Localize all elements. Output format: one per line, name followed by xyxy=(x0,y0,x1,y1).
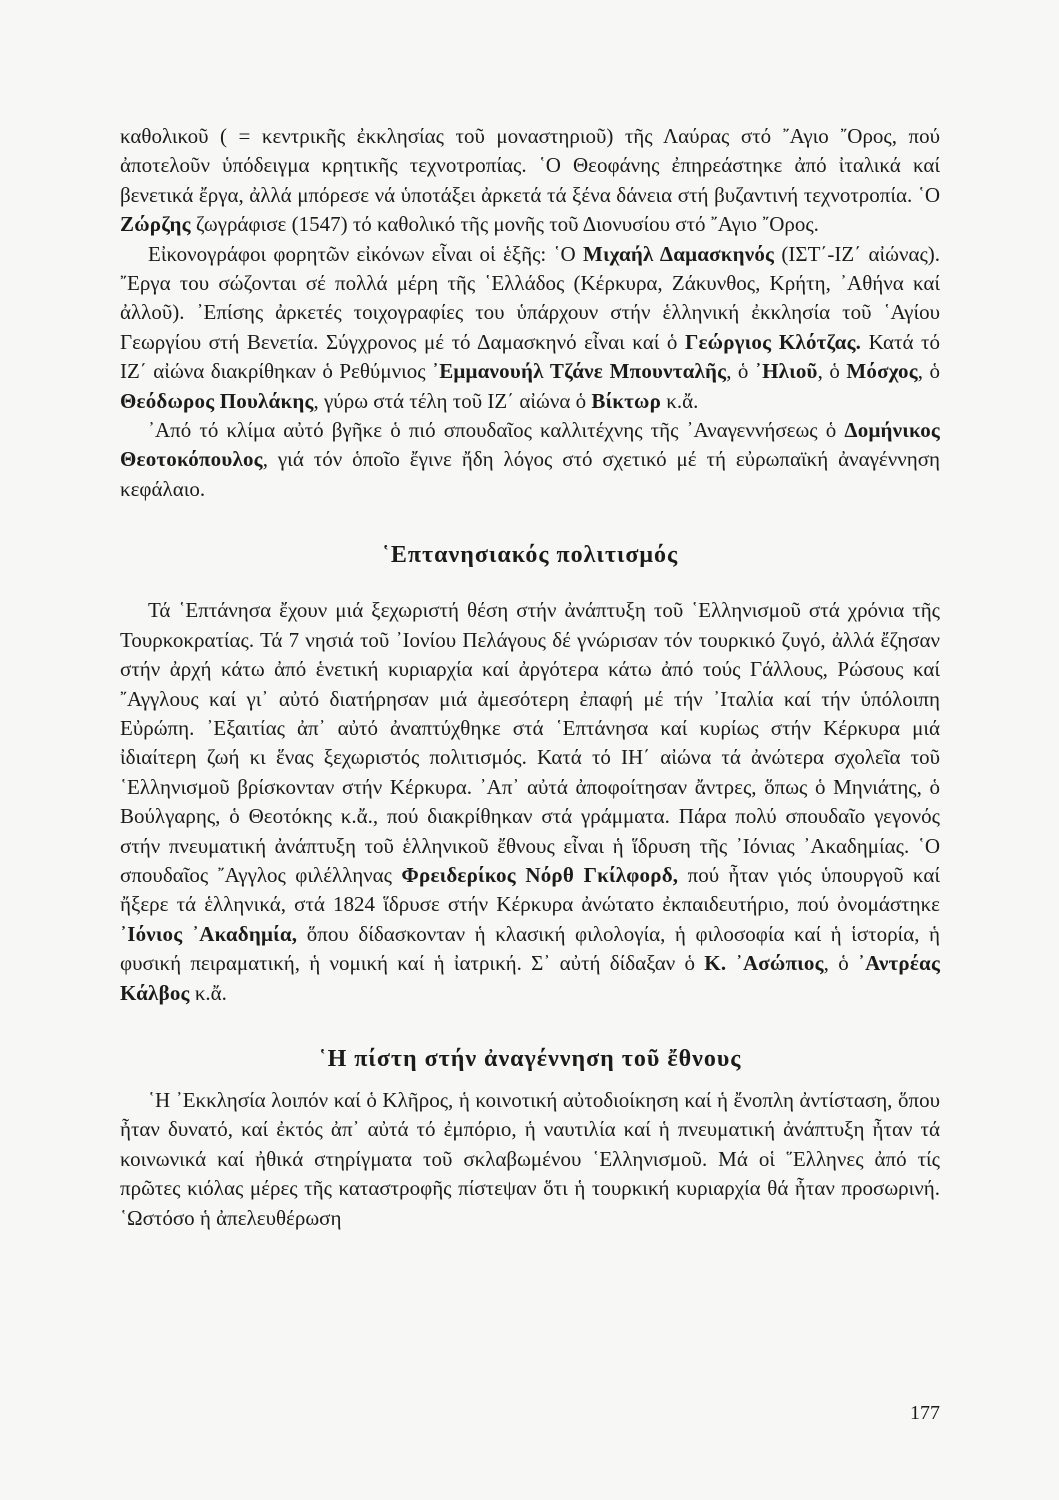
name-poulakis: Θεόδωρος Πουλάκης xyxy=(120,388,314,413)
paragraph-cretan-painters: καθολικοῦ ( = κεντρικῆς ἐκκλησίας τοῦ μοναστηριοῦ) τῆς Λαύρας στό ῎Αγιο ῎Ορος, πού ἀποτελοῦν ὑπόδειγμα κρητικῆς τεχνοτροπίας. ῾Ο Θεοφάνης ἐπηρεάστηκε ἀπό ἰταλικά καί βενετικά ἔργα, ἀλλά μπόρεσε νά ὑποτάξει ἀρκετά τά ξένα δάνεια στή βυζαντινή τεχνοτροπία. ῾Ο Ζώρζης ζωγράφισε (1547) τό καθολικό τῆς μονῆς τοῦ Διονυσίου στό ῎Αγιο ῎Ορος. xyxy=(120,124,940,237)
name-viktor: Βίκτωρ xyxy=(591,388,662,413)
name-guilford: Φρειδερίκος Νόρθ Γκίλφορδ, xyxy=(401,862,679,887)
paragraph-theotokopoulos: ᾿Από τό κλίμα αὐτό βγῆκε ὁ πιό σπουδαῖος καλλιτέχνης τῆς ᾿Αναγεννήσεως ὁ Δομήνικος Θεοτοκόπουλος, γιά τόν ὁποῖο ἔγινε ἤδη λόγος στό σχετικό μέ τή εὐρωπαϊκή ἀναγέννηση κεφάλαιο. xyxy=(120,418,940,501)
paragraph-icon-painters: Εἰκονογράφοι φορητῶν εἰκόνων εἶναι οἱ ἑξῆς: ῾Ο Μιχαήλ Δαμασκηνός (ΙΣΤ΄-ΙΖ΄ αἰώνας). ῎Εργα του σώζονται σέ πολλά μέρη τῆς ῾Ελλάδος (Κέρκυρα, Ζάκυνθος, Κρήτη, ᾿Αθήνα καί ἀλλοῦ). ᾿Επίσης ἀρκετές τοιχογραφίες του ὑπάρχουν στήν ἑλληνική ἐκκλησία τοῦ ῾Αγίου Γεωργίου στή Βενετία. Σύγχρονος μέ τό Δαμασκηνό εἶναι καί ὁ Γεώργιος Κλότζας. Κατά τό ΙΖ΄ αἰώνα διακρίθηκαν ὁ Ρεθύμνιος ᾿Εμμανουήλ Τζάνε Μπουνταλῆς, ὁ ᾿Ηλιοῦ, ὁ Μόσχος, ὁ Θεόδωρος Πουλάκης, γύρω στά τέλη τοῦ ΙΖ΄ αἰώνα ὁ Βίκτωρ κ.ἄ. xyxy=(120,241,941,413)
name-damaskinos: Μιχαήλ Δαμασκηνός xyxy=(582,241,775,266)
name-klotzas: Γεώργιος Κλότζας. xyxy=(684,329,862,354)
section-heading-faith: ῾Η πίστη στήν ἀναγέννηση τοῦ ἔθνους xyxy=(318,1045,742,1072)
name-zorzis: Ζώρζης xyxy=(120,212,191,237)
name-ionian-academy: ᾿Ιόνιος ᾿Ακαδημία, xyxy=(120,921,298,946)
paragraph-faith: ῾Η ᾿Εκκλησία λοιπόν καί ὁ Κλῆρος, ἡ κοινοτική αὐτοδιοίκηση καί ἡ ἔνοπλη ἀντίσταση, ὅπου ἦταν δυνατό, καί ἐκτός ἀπ᾿ αὐτά τό ἐμπόριο, ἡ ναυτιλία καί ἡ πνευματική ἀνάπτυξη ἦταν τά κοινωνικά καί ἠθικά στηρίγματα τοῦ σκλαβωμένου ῾Ελληνισμοῦ. Μά οἱ ῞Ελληνες ἀπό τίς πρῶτες κιόλας μέρες τῆς καταστροφῆς πίστεψαν ὅτι ἡ τουρκική κυριαρχία θά ἦταν προσωρινή. ῾Ωστόσο ἡ ἀπελευθέρωση xyxy=(120,1087,940,1230)
page-number: 177 xyxy=(910,1402,940,1424)
name-moschos: Μόσχος xyxy=(846,359,918,384)
page-content xyxy=(120,122,940,1233)
name-tzane: ᾿Εμμανουήλ Τζάνε Μπουνταλῆς xyxy=(432,359,727,384)
name-iliou: ᾿Ηλιοῦ xyxy=(754,359,818,384)
section-heading-heptanese: ῾Επτανησιακός πολιτισμός xyxy=(381,542,679,569)
name-theotokopoulos: Δομήνικος Θεοτοκόπουλος xyxy=(120,418,940,472)
name-asopios: Κ. ᾿Ασώπιος xyxy=(704,951,824,976)
paragraph-heptanese: Τά ῾Επτάνησα ἔχουν μιά ξεχωριστή θέση στήν ἀνάπτυξη τοῦ ῾Ελληνισμοῦ στά χρόνια τῆς Τουρκοκρατίας. Τά 7 νησιά τοῦ ᾿Ιονίου Πελάγους δέ γνώρισαν τόν τουρκικό ζυγό, ἀλλά ἔζησαν στήν ἀρχή κάτω ἀπό ἑνετική κυριαρχία καί ἀργότερα κάτω ἀπό τούς Γάλλους, Ρώσους καί ῎Αγγλους καί γι᾿ αὐτό διατήρησαν μιά ἀμεσότερη ἐπαφή μέ τήν ᾿Ιταλία καί τήν ὑπόλοιπη Εὐρώπη. ᾿Εξαιτίας ἀπ᾿ αὐτό ἀναπτύχθηκε στά ῾Επτάνησα καί κυρίως στήν Κέρκυρα μιά ἰδιαίτερη ζωή κι ἕνας ξεχωριστός πολιτισμός. Κατά τό ΙΗ΄ αἰώνα τά ἀνώτερα σχολεῖα τοῦ ῾Ελληνισμοῦ βρίσκονταν στήν Κέρκυρα. ᾿Απ᾿ αὐτά ἀποφοίτησαν ἄντρες, ὅπως ὁ Μηνιάτης, ὁ Βούλγαρης, ὁ Θεοτόκης κ.ἄ., πού διακρίθηκαν στά γράμματα. Πάρα πολύ σπουδαῖο γεγονός στήν πνευματική ἀνάπτυξη τοῦ ἑλληνικοῦ ἔθνους εἶναι ἡ ἵδρυση τῆς ᾿Ιόνιας ᾿Ακαδημίας. ῾Ο σπουδαῖος ῎Αγγλος φιλέλληνας Φρειδερίκος Νόρθ Γκίλφορδ, πού ἦταν γιός ὑπουργοῦ καί ἤξερε τά ἑλληνικά, στά 1824 ἵδρυσε στήν Κέρκυρα ἀνώτατο ἐκπαιδευτήριο, πού ὀνομάστηκε ᾿Ιόνιος ᾿Ακαδημία, ὅπου δίδασκονταν ἡ κλασική φιλολογία, ἡ φιλοσοφία καί ἡ ἱστορία, ἡ φυσική πειραματική, ἡ νομική καί ἡ ἰατρική. Σ᾿ αὐτή δίδαξαν ὁ Κ. ᾿Ασώπιος, ὁ ᾿Αντρέας Κάλβος κ.ἄ. xyxy=(120,598,941,1005)
name-kalvos: ᾿Αντρέας Κάλβος xyxy=(120,951,941,1005)
